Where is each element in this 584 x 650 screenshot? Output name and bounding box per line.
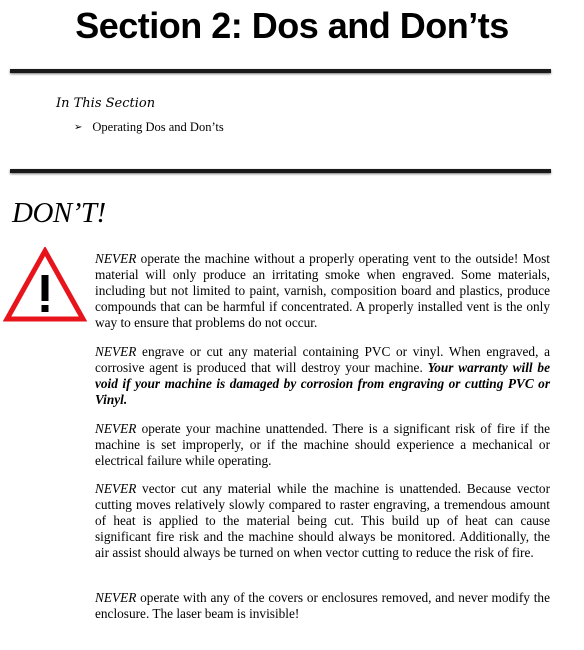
dont-paragraph-covers [95,590,550,622]
dont-paragraph-vector-cut [95,481,550,561]
never-lead: NEVER [95,344,137,359]
paragraph-text: operate with any of the covers or enclosures removed, and never modify the enclosure. The laser beam is invisible! [95,590,550,621]
warning-exclamation-icon [3,247,87,323]
paragraph-text: vector cut any material while the machine is unattended. Because vector cutting moves relatively slowly compared to raster engraving, a tremendous amount of heat is applied to the material being cut. This build up of heat can cause significant fire risk and the machine should always be monitored. Additionally, the air assist should always be turned on when vector cutting to reduce the risk of fire. [95,481,550,560]
dont-paragraph-pvc [95,344,550,408]
warranty-warning: Your warranty will be void if your machine is damaged by corrosion from engraving or cutting PVC or Vinyl. [95,360,550,407]
never-lead: NEVER [95,421,137,436]
never-lead: NEVER [95,251,137,266]
toc-item-label: Operating Dos and Don’ts [92,120,224,134]
in-this-section-heading: In This Section [56,96,156,111]
paragraph-text: operate the machine without a properly operating vent to the outside! Most material will only produce an irritating smoke when engraved. Some materials, including but not limited to paint, varnish, composition board and plastics, produce compounds that can be harmful if concentrated. A properly installed vent is the only way to ensure that problems do not occur. [95,251,550,330]
toc-item-operating-dos-and-donts[interactable] [74,120,224,135]
never-lead: NEVER [95,590,137,605]
top-divider [10,69,551,73]
arrow-bullet-icon: ➢ [74,122,83,133]
paragraph-text: engrave or cut any material containing PVC or vinyl. When engraved, a corrosive agent is produced that will destroy your machine. [95,344,550,375]
bottom-divider [10,169,551,173]
dont-paragraph-vent [95,251,550,331]
never-lead: NEVER [95,481,137,496]
dont-paragraph-unattended [95,421,550,469]
paragraph-text: operate your machine unattended. There is a significant risk of fire if the machine is set improperly, or if the machine should experience a mechanical or electrical failure while operating. [95,421,550,468]
dont-heading: DON’T! [12,197,106,229]
page-title: Section 2: Dos and Don’ts [75,5,509,46]
